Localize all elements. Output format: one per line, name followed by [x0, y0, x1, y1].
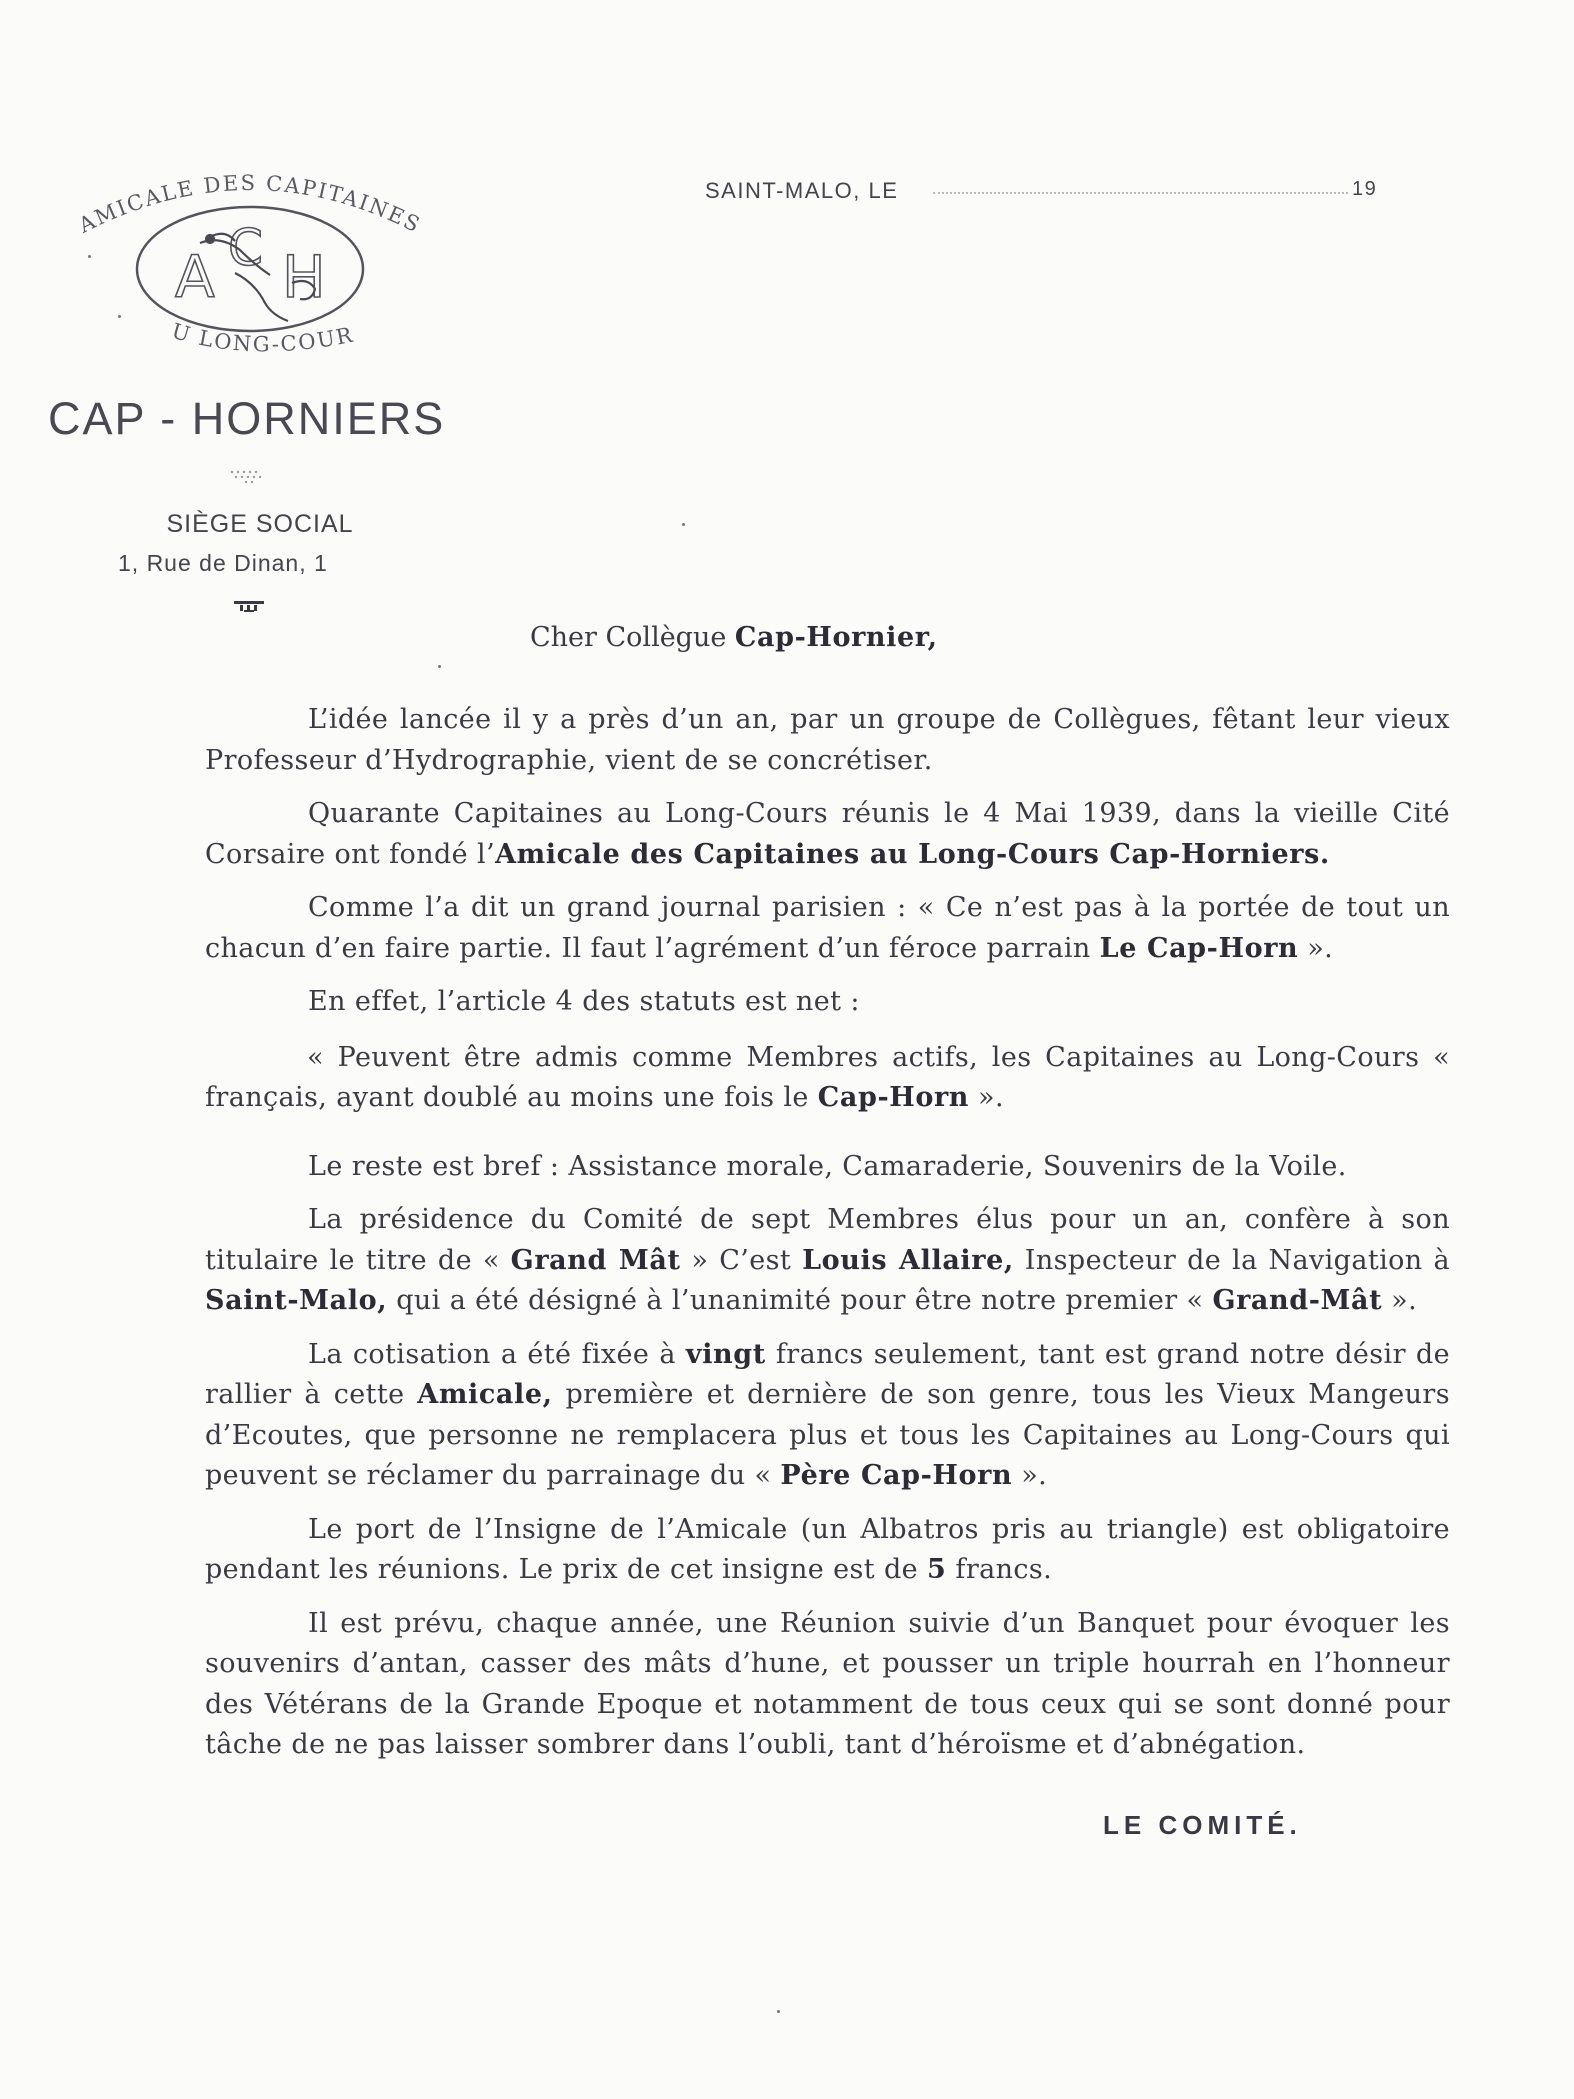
paragraph-6-text: Le reste est bref : Assistance morale, Camaraderie, Souvenirs de la Voile. — [308, 1150, 1347, 1182]
amicale-name: Amicale des Capitaines au Long-Cours Cap-Horniers. — [495, 838, 1330, 870]
paragraph-4 — [205, 982, 1450, 1023]
paragraph-6 — [205, 1147, 1450, 1188]
letter-body — [205, 700, 1450, 1779]
paragraph-5-quote — [205, 1038, 1450, 1119]
paragraph-7-text-a: La présidence du Comité de sept Membres élus pour un an, confère à son titulaire le titre de « — [205, 1204, 1450, 1276]
paragraph-10-text: Il est prévu, chaque année, une Réunion suivie d’un Banquet pour évoquer les souvenirs d’antan, casser des mâts d’hune, et pousser un triple hourrah en l’honneur des Vétérans de la Grande Epoque et notamment de tous ceux qui se sont donné pour tâche de ne pas laisser sombrer dans l’oubli, tant d’héroïsme et d’abnégation. — [205, 1607, 1450, 1760]
paragraph-2 — [205, 794, 1450, 875]
paragraph-7-text-e: Inspecteur de la Navigation à — [1013, 1244, 1450, 1276]
paragraph-8 — [205, 1335, 1450, 1497]
paragraph-9-end: francs. — [946, 1554, 1053, 1585]
saint-malo-bold: Saint-Malo, — [205, 1285, 388, 1316]
paragraph-5-text: « Peuvent être admis comme Membres actifs, les Capitaines au Long-Cours « français, ayant doublé au moins une fois le — [205, 1041, 1450, 1113]
paragraph-8-text-c: francs seulement, tant est grand notre désir de rallier à cette — [205, 1338, 1450, 1410]
letterhead-title: CAP - HORNIERS — [48, 393, 446, 444]
paragraph-1 — [205, 700, 1450, 781]
price-bold: 5 — [927, 1554, 947, 1585]
amicale-seal — [60, 165, 440, 395]
paragraph-9-text-a: Le port de l’Insigne de l’Amicale (un Albatros pris au triangle) est obligatoire pendant les réunions. Le prix de cet insigne est de — [205, 1513, 1450, 1585]
seal-graphic — [60, 165, 440, 395]
seal-initial-c: C — [228, 219, 263, 277]
amicale-bold: Amicale, — [417, 1379, 553, 1410]
paragraph-3-text: Comme l’a dit un grand journal parisien : « Ce n’est pas à la portée de tout un chacun d’en faire partie. Il faut l’agrément d’un féroce parrain — [205, 892, 1450, 964]
louis-allaire-bold: Louis Allaire, — [802, 1244, 1014, 1276]
seal-bottom-text: U LONG-COUR — [168, 318, 357, 357]
paragraph-8-text-a: La cotisation a été fixée à — [308, 1338, 686, 1370]
paragraph-7-end: ». — [1382, 1285, 1418, 1316]
paragraph-9 — [205, 1510, 1450, 1591]
salutation-prefix: Cher Collègue — [530, 622, 735, 653]
siege-social-label: SIÈGE SOCIAL — [166, 510, 354, 538]
date-line — [705, 178, 1425, 208]
salutation-name: Cap-Hornier, — [734, 622, 938, 653]
seal-initial-a: A — [175, 243, 215, 311]
paragraph-3-end: ». — [1298, 932, 1334, 964]
pere-cap-horn-bold: Père Cap-Horn — [780, 1460, 1013, 1491]
paragraph-5-end: ». — [969, 1082, 1004, 1113]
paragraph-3 — [205, 888, 1450, 969]
seal-initial-h: H — [282, 243, 326, 311]
paragraph-8-text-e: première et dernière de son genre, tous les Vieux Mangeurs d’Ecoutes, que personne ne remplacera plus et tous les Capitaines au Long-Cours qui peuvent se réclamer du parrainage du « — [205, 1379, 1450, 1491]
grand-mat-bold-2: Grand-Mât — [1212, 1285, 1383, 1316]
letterhead-address: 1, Rue de Dinan, 1 — [118, 550, 328, 576]
paragraph-7 — [205, 1200, 1450, 1322]
cap-horn-bold: Le Cap-Horn — [1099, 932, 1299, 964]
date-blank-line — [933, 192, 1348, 194]
grand-mat-bold: Grand Mât — [510, 1244, 681, 1276]
signature: LE COMITÉ. — [1103, 1810, 1302, 1840]
paragraph-7-text-c: » C’est — [680, 1244, 803, 1276]
paragraph-2-text: Quarante Capitaines au Long-Cours réunis le 4 Mai 1939, dans la vieille Cité Corsaire ont fondé l’ — [205, 798, 1450, 870]
seal-top-text: AMICALE DES CAPITAINES — [74, 170, 426, 238]
paragraph-1-text: L’idée lancée il y a près d’un an, par un groupe de Collègues, fêtant leur vieux Professeur d’Hydrographie, vient de se concrétiser. — [205, 704, 1450, 776]
paragraph-7-text-g: qui a été désigné à l’unanimité pour être notre premier « — [387, 1285, 1213, 1316]
salutation — [530, 622, 1130, 653]
paragraph-10 — [205, 1604, 1450, 1766]
date-city: SAINT-MALO, LE — [705, 178, 899, 203]
ornament-dots — [228, 468, 268, 484]
ornament-mark — [232, 598, 266, 614]
paragraph-8-end: ». — [1012, 1460, 1048, 1491]
paragraph-4-text: En effet, l’article 4 des statuts est net : — [308, 986, 860, 1017]
vingt-bold: vingt — [685, 1338, 766, 1370]
cap-horn-bold-2: Cap-Horn — [817, 1082, 970, 1113]
date-year: 19 — [1352, 178, 1378, 200]
